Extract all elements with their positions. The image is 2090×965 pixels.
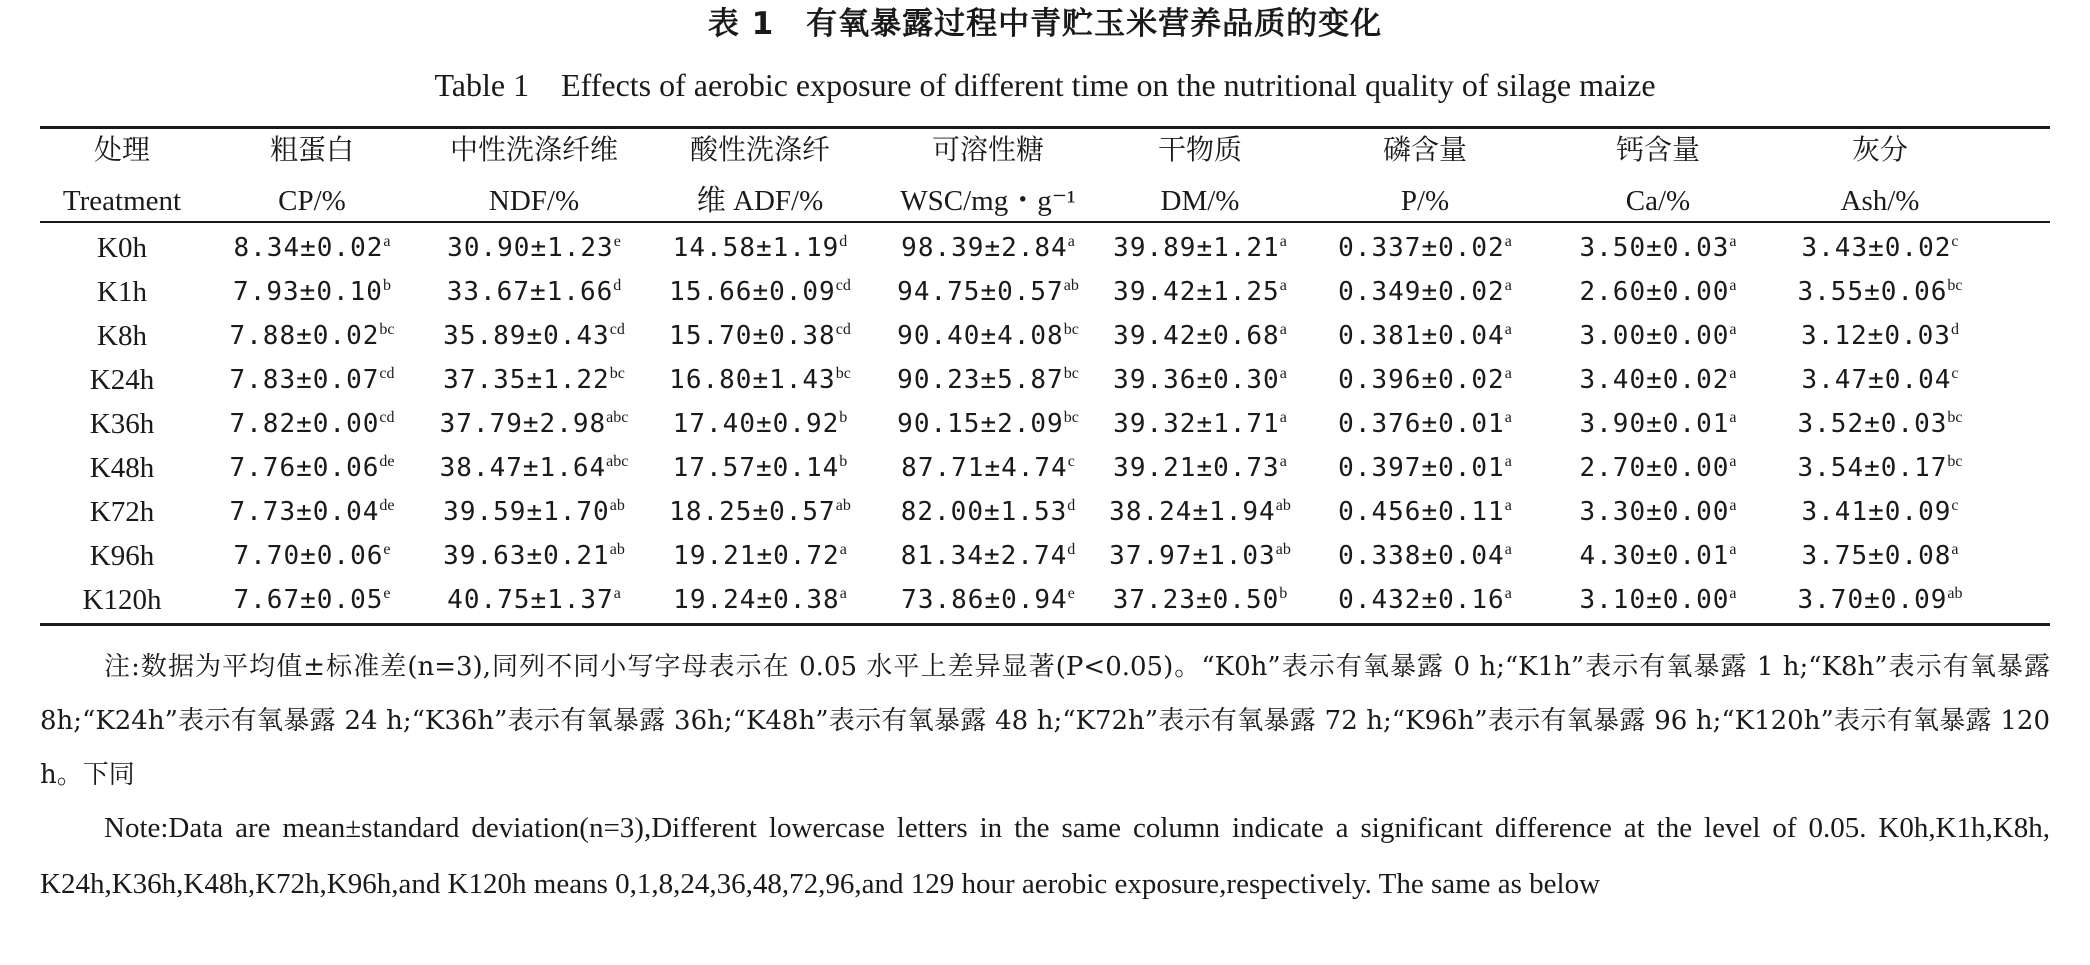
significance-letter: a — [1504, 453, 1512, 470]
column-header-cn: 粗蛋白 — [269, 133, 354, 166]
value-cell — [424, 490, 644, 534]
value-cell — [202, 578, 422, 622]
significance-letter: bc — [609, 365, 625, 382]
significance-letter: d — [1950, 321, 1959, 338]
table-row — [0, 270, 2090, 314]
table-header-rule — [40, 221, 2050, 223]
significance-letter: a — [1279, 453, 1287, 470]
value-cell — [1770, 446, 1990, 490]
value-cell — [650, 490, 870, 534]
value-cell — [1770, 314, 1990, 358]
value-text: 30.90±1.23 — [447, 233, 614, 263]
value-cell — [878, 270, 1098, 314]
column-header-en: Treatment — [62, 185, 182, 217]
value-text: 7.82±0.00 — [229, 409, 380, 439]
value-cell — [1770, 578, 1990, 622]
value-cell — [1090, 358, 1310, 402]
value-cell — [650, 358, 870, 402]
note-chinese: 注:数据为平均值±标准差(n=3),同列不同小写字母表示在 0.05 水平上差异显著(P<0.05)。“K0h”表示有氧暴露 0 h;“K1h”表示有氧暴露 1 h;“K8h”表示有氧暴露 8h;“K24h”表示有氧暴露 24 h;“K36h”表示有氧暴露 36h;“K48h”表示有氧暴露 48 h;“K72h”表示有氧暴露 72 h;“K96h”表示有氧暴露 96 h;“K120h”表示有氧暴露 120 h。下同 — [40, 652, 2050, 790]
value-text: 0.396±0.02 — [1338, 365, 1505, 395]
value-text: 15.66±0.09 — [669, 277, 836, 307]
value-text: 15.70±0.38 — [669, 321, 836, 351]
value-text: 39.36±0.30 — [1113, 365, 1280, 395]
table-row — [0, 314, 2090, 358]
value-text: 7.83±0.07 — [229, 365, 380, 395]
value-text: 3.30±0.00 — [1579, 497, 1730, 527]
value-cell — [650, 534, 870, 578]
value-text: 94.75±0.57 — [897, 277, 1064, 307]
significance-letter: a — [383, 233, 391, 250]
value-text: 0.456±0.11 — [1338, 497, 1505, 527]
value-text: 82.00±1.53 — [900, 497, 1068, 527]
significance-letter: a — [1729, 497, 1737, 514]
column-header-cn: 干物质 — [1157, 133, 1242, 166]
value-cell — [202, 446, 422, 490]
value-cell — [424, 446, 644, 490]
significance-letter: abc — [606, 453, 629, 470]
table-row — [0, 226, 2090, 270]
value-text: 3.90±0.01 — [1579, 409, 1730, 439]
value-cell — [1315, 402, 1535, 446]
value-cell — [1315, 446, 1535, 490]
column-header-en: DM/% — [1160, 185, 1240, 217]
table-caption-en: Table 1 Effects of aerobic exposure of different time on the nutritional quality of silage maize — [434, 67, 1656, 103]
value-cell — [878, 534, 1098, 578]
treatment-cell: K8h — [97, 320, 147, 352]
treatment-cell: K1h — [97, 276, 147, 308]
value-cell — [878, 226, 1098, 270]
significance-letter: ab — [609, 541, 625, 558]
significance-letter: a — [1729, 541, 1737, 558]
significance-letter: de — [379, 497, 395, 514]
value-text: 19.21±0.72 — [673, 541, 840, 571]
table-bottom-rule — [40, 623, 2050, 626]
value-cell — [1315, 534, 1535, 578]
significance-letter: a — [613, 585, 621, 602]
value-cell — [202, 226, 422, 270]
value-cell — [1548, 534, 1768, 578]
table-row — [0, 578, 2090, 622]
value-text: 90.15±2.09 — [897, 409, 1064, 439]
value-cell — [424, 226, 644, 270]
significance-letter: a — [1504, 233, 1512, 250]
significance-letter: a — [839, 585, 847, 602]
value-text: 35.89±0.43 — [443, 321, 610, 351]
value-text: 0.338±0.04 — [1338, 541, 1505, 571]
value-text: 90.40±4.08 — [897, 321, 1064, 351]
value-cell — [1315, 578, 1535, 622]
significance-letter: bc — [1947, 277, 1963, 294]
table-row — [0, 490, 2090, 534]
column-header-en: CP/% — [278, 185, 346, 217]
treatment-cell: K36h — [89, 408, 155, 440]
significance-letter: b — [382, 277, 391, 294]
value-cell — [1548, 314, 1768, 358]
value-text: 0.397±0.01 — [1338, 453, 1505, 483]
significance-letter: c — [1951, 233, 1959, 250]
significance-letter: e — [383, 585, 391, 602]
significance-letter: ab — [1947, 585, 1963, 602]
significance-letter: de — [379, 453, 395, 470]
column-header-en: Ca/% — [1625, 185, 1691, 217]
column-header-en: Ash/% — [1840, 185, 1920, 217]
significance-letter: c — [1951, 365, 1959, 382]
value-cell — [1315, 270, 1535, 314]
value-text: 4.30±0.01 — [1579, 541, 1730, 571]
significance-letter: cd — [379, 365, 395, 382]
value-cell — [202, 270, 422, 314]
value-cell — [1090, 402, 1310, 446]
value-text: 7.73±0.04 — [229, 497, 380, 527]
significance-letter: d — [613, 277, 622, 294]
column-header-cn: 钙含量 — [1615, 133, 1700, 166]
value-text: 3.54±0.17 — [1797, 453, 1948, 483]
significance-letter: ab — [1275, 541, 1291, 558]
value-cell — [1770, 270, 1990, 314]
value-text: 37.23±0.50 — [1112, 585, 1280, 615]
value-text: 39.63±0.21 — [443, 541, 610, 571]
value-text: 17.57±0.14 — [672, 453, 840, 483]
value-text: 0.432±0.16 — [1338, 585, 1505, 615]
value-cell — [424, 358, 644, 402]
value-text: 73.86±0.94 — [901, 585, 1068, 615]
value-cell — [1548, 490, 1768, 534]
value-cell — [1090, 578, 1310, 622]
significance-letter: a — [1279, 365, 1287, 382]
value-text: 3.10±0.00 — [1579, 585, 1730, 615]
significance-letter: a — [1729, 365, 1737, 382]
value-text: 0.349±0.02 — [1338, 277, 1505, 307]
value-cell — [878, 446, 1098, 490]
significance-letter: a — [1504, 409, 1512, 426]
significance-letter: a — [839, 541, 847, 558]
value-cell — [424, 578, 644, 622]
value-cell — [650, 226, 870, 270]
value-cell — [878, 358, 1098, 402]
value-text: 40.75±1.37 — [447, 585, 614, 615]
value-cell — [1090, 534, 1310, 578]
significance-letter: a — [1067, 233, 1075, 250]
value-text: 37.35±1.22 — [443, 365, 610, 395]
treatment-cell: K96h — [89, 540, 155, 572]
value-text: 39.59±1.70 — [443, 497, 610, 527]
significance-letter: ab — [1063, 277, 1079, 294]
value-cell — [650, 270, 870, 314]
value-cell — [1548, 578, 1768, 622]
value-cell — [650, 402, 870, 446]
significance-letter: bc — [835, 365, 851, 382]
column-header-en: WSC/mg・g⁻¹ — [900, 185, 1076, 217]
significance-letter: b — [839, 453, 848, 470]
value-text: 37.97±1.03 — [1109, 541, 1276, 571]
column-header-en: 维 ADF/% — [696, 185, 824, 217]
value-text: 14.58±1.19 — [672, 233, 840, 263]
significance-letter: e — [1067, 585, 1075, 602]
treatment-cell: K24h — [89, 364, 155, 396]
value-text: 38.24±1.94 — [1109, 497, 1276, 527]
column-header-cn: 可溶性糖 — [931, 133, 1044, 166]
significance-letter: bc — [1947, 453, 1963, 470]
value-cell — [202, 490, 422, 534]
significance-letter: a — [1729, 277, 1737, 294]
value-cell — [1090, 446, 1310, 490]
value-text: 7.93±0.10 — [233, 277, 383, 307]
value-cell — [650, 314, 870, 358]
significance-letter: b — [839, 409, 848, 426]
significance-letter: b — [1279, 585, 1288, 602]
significance-letter: d — [1067, 541, 1076, 558]
value-text: 3.55±0.06 — [1797, 277, 1948, 307]
value-text: 18.25±0.57 — [669, 497, 836, 527]
value-text: 3.47±0.04 — [1801, 365, 1952, 395]
table-row — [0, 446, 2090, 490]
significance-letter: c — [1951, 497, 1959, 514]
value-text: 17.40±0.92 — [672, 409, 840, 439]
significance-letter: d — [839, 233, 848, 250]
value-text: 37.79±2.98 — [439, 409, 607, 439]
significance-letter: d — [1067, 497, 1076, 514]
value-text: 33.67±1.66 — [446, 277, 614, 307]
significance-letter: cd — [835, 277, 851, 294]
value-text: 3.50±0.03 — [1579, 233, 1730, 263]
significance-letter: cd — [835, 321, 851, 338]
significance-letter: a — [1504, 541, 1512, 558]
significance-letter: a — [1729, 409, 1737, 426]
value-cell — [1770, 358, 1990, 402]
significance-letter: ab — [1275, 497, 1291, 514]
value-cell — [1770, 534, 1990, 578]
value-cell — [878, 578, 1098, 622]
value-cell — [1090, 314, 1310, 358]
significance-letter: a — [1504, 321, 1512, 338]
significance-letter: a — [1729, 233, 1737, 250]
significance-letter: a — [1729, 321, 1737, 338]
value-cell — [878, 402, 1098, 446]
value-cell — [650, 578, 870, 622]
value-cell — [878, 490, 1098, 534]
value-text: 0.376±0.01 — [1338, 409, 1505, 439]
value-text: 7.88±0.02 — [229, 321, 380, 351]
significance-letter: abc — [606, 409, 629, 426]
value-text: 87.71±4.74 — [901, 453, 1068, 483]
value-cell — [1548, 446, 1768, 490]
value-cell — [424, 270, 644, 314]
table-top-rule — [40, 126, 2050, 129]
significance-letter: a — [1279, 409, 1287, 426]
note-english: Note:Data are mean±standard deviation(n=3),Different lowercase letters in the same column indicate a significant difference at the level of 0.05. K0h,K1h,K8h, K24h,K36h,K48h,K72h,K96h,and K120h means 0,1,8,24,36,48,72,96,and 129 hour aerobic exposure,respectively. The same as below — [40, 812, 2050, 900]
value-text: 7.67±0.05 — [233, 585, 384, 615]
significance-letter: a — [1504, 585, 1512, 602]
value-cell — [202, 534, 422, 578]
significance-letter: bc — [1063, 321, 1079, 338]
significance-letter: a — [1951, 541, 1959, 558]
value-cell — [202, 358, 422, 402]
treatment-cell: K120h — [82, 584, 162, 616]
value-text: 39.42±1.25 — [1113, 277, 1280, 307]
significance-letter: a — [1504, 497, 1512, 514]
value-cell — [424, 534, 644, 578]
table-caption-cn: 表 1 有氧暴露过程中青贮玉米营养品质的变化 — [707, 6, 1383, 42]
value-text: 90.23±5.87 — [897, 365, 1064, 395]
significance-letter: a — [1279, 277, 1287, 294]
significance-letter: a — [1729, 585, 1737, 602]
significance-letter: bc — [1063, 365, 1079, 382]
value-text: 3.12±0.03 — [1801, 321, 1951, 351]
significance-letter: a — [1504, 277, 1512, 294]
significance-letter: a — [1504, 365, 1512, 382]
significance-letter: e — [383, 541, 391, 558]
treatment-cell: K0h — [97, 232, 147, 264]
value-cell — [1770, 402, 1990, 446]
significance-letter: bc — [1063, 409, 1079, 426]
value-cell — [1770, 226, 1990, 270]
value-text: 81.34±2.74 — [900, 541, 1068, 571]
value-cell — [1548, 402, 1768, 446]
value-text: 3.43±0.02 — [1801, 233, 1952, 263]
value-cell — [202, 402, 422, 446]
value-text: 3.40±0.02 — [1579, 365, 1730, 395]
significance-letter: bc — [379, 321, 395, 338]
value-text: 8.34±0.02 — [233, 233, 384, 263]
value-text: 3.70±0.09 — [1797, 585, 1948, 615]
value-text: 2.60±0.00 — [1579, 277, 1730, 307]
column-header-cn: 灰分 — [1851, 133, 1908, 166]
value-text: 7.76±0.06 — [229, 453, 380, 483]
value-cell — [1315, 226, 1535, 270]
value-text: 0.381±0.04 — [1338, 321, 1505, 351]
significance-letter: e — [613, 233, 621, 250]
significance-letter: a — [1279, 321, 1287, 338]
table-row — [0, 402, 2090, 446]
value-cell — [1315, 490, 1535, 534]
value-cell — [1090, 226, 1310, 270]
significance-letter: cd — [609, 321, 625, 338]
value-text: 7.70±0.06 — [233, 541, 384, 571]
table-row — [0, 534, 2090, 578]
value-cell — [1770, 490, 1990, 534]
value-cell — [424, 314, 644, 358]
value-text: 38.47±1.64 — [439, 453, 607, 483]
column-header-cn: 酸性洗涤纤 — [689, 133, 830, 166]
value-text: 3.52±0.03 — [1797, 409, 1948, 439]
value-text: 39.42±0.68 — [1113, 321, 1280, 351]
column-header-cn: 处理 — [93, 133, 150, 166]
value-cell — [1548, 270, 1768, 314]
significance-letter: cd — [379, 409, 395, 426]
significance-letter: a — [1279, 233, 1287, 250]
value-text: 19.24±0.38 — [673, 585, 840, 615]
significance-letter: ab — [835, 497, 851, 514]
table-row — [0, 358, 2090, 402]
significance-letter: a — [1729, 453, 1737, 470]
value-cell — [1548, 226, 1768, 270]
value-text: 3.41±0.09 — [1801, 497, 1952, 527]
value-text: 98.39±2.84 — [901, 233, 1068, 263]
value-text: 3.75±0.08 — [1801, 541, 1952, 571]
value-text: 39.89±1.21 — [1113, 233, 1280, 263]
significance-letter: ab — [609, 497, 625, 514]
significance-letter: bc — [1947, 409, 1963, 426]
value-cell — [878, 314, 1098, 358]
column-header-cn: 磷含量 — [1382, 133, 1467, 166]
value-text: 0.337±0.02 — [1338, 233, 1505, 263]
value-cell — [1090, 490, 1310, 534]
value-cell — [650, 446, 870, 490]
value-text: 3.00±0.00 — [1579, 321, 1730, 351]
treatment-cell: K48h — [89, 452, 155, 484]
treatment-cell: K72h — [89, 496, 155, 528]
value-text: 16.80±1.43 — [669, 365, 836, 395]
value-cell — [1548, 358, 1768, 402]
value-cell — [202, 314, 422, 358]
column-header-cn: 中性洗涤纤维 — [449, 133, 618, 166]
value-text: 39.32±1.71 — [1113, 409, 1280, 439]
value-cell — [1090, 270, 1310, 314]
value-text: 39.21±0.73 — [1113, 453, 1280, 483]
value-cell — [1315, 358, 1535, 402]
column-header-en: P/% — [1400, 185, 1450, 217]
value-cell — [424, 402, 644, 446]
value-text: 2.70±0.00 — [1579, 453, 1730, 483]
value-cell — [1315, 314, 1535, 358]
column-header-en: NDF/% — [488, 185, 580, 217]
significance-letter: c — [1067, 453, 1075, 470]
